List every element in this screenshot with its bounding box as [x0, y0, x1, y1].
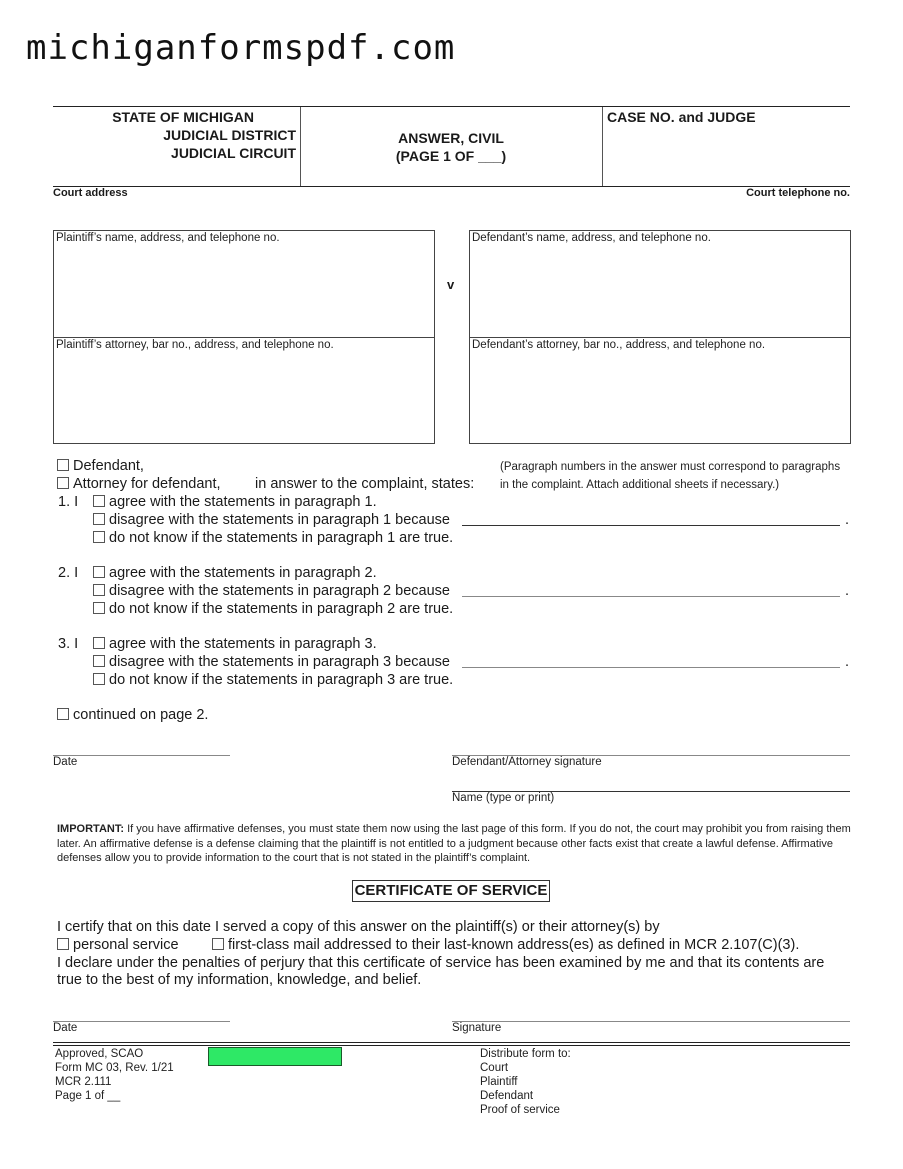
paragraph-2-period: .: [845, 583, 850, 599]
paragraph-1-unknown: [93, 530, 453, 546]
defendant-checkbox[interactable]: [57, 459, 69, 471]
paragraph-3-unknown-checkbox[interactable]: [93, 673, 105, 685]
mail-service-label: first-class mail addressed to their last-known address(es) as defined in MCR 2.107(C)(3).: [228, 937, 800, 953]
paragraph-3-agree: [93, 636, 377, 652]
paragraph-note-line-2: in the complaint. Attach additional sheets if necessary.): [500, 479, 780, 491]
court-address-label: Court address: [53, 187, 128, 199]
continued-option: [57, 707, 208, 723]
page-number-text: Page 1 of __: [55, 1090, 121, 1102]
certificate-date-label: Date: [53, 1022, 78, 1034]
form-page-title: (PAGE 1 OF ___): [395, 148, 507, 164]
paragraph-3-unknown: [93, 672, 453, 688]
certificate-line-3: I declare under the penalties of perjury that this certificate of service has been examined by me and that its contents are: [57, 955, 825, 971]
important-notice: [57, 822, 852, 866]
paragraph-1-number: 1. I: [58, 494, 79, 510]
paragraph-1-agree-label: agree with the statements in paragraph 1.: [109, 494, 377, 510]
paragraph-1-agree: [93, 494, 377, 510]
header-top-rule: [53, 106, 850, 107]
paragraph-2-agree: [93, 565, 377, 581]
footer-form-info: [55, 1047, 174, 1103]
important-label: IMPORTANT:: [57, 823, 125, 835]
paragraph-2-unknown-label: do not know if the statements in paragraph 2 are true.: [109, 601, 454, 617]
name-label: Name (type or print): [452, 792, 555, 804]
header-divider-2: [602, 107, 603, 186]
paragraph-2-reason-line[interactable]: [462, 596, 840, 597]
plaintiff-attorney-box[interactable]: [53, 337, 435, 444]
footer-rule-2: [53, 1045, 850, 1046]
approved-text: Approved, SCAO: [55, 1048, 144, 1060]
personal-service-label: personal service: [73, 937, 179, 953]
paragraph-2-disagree-checkbox[interactable]: [93, 584, 105, 596]
paragraph-1-disagree-label: disagree with the statements in paragraph 1 because: [109, 512, 450, 528]
distribute-label: Distribute form to:: [480, 1048, 571, 1060]
paragraph-2-agree-checkbox[interactable]: [93, 566, 105, 578]
paragraph-2-number: 2. I: [58, 565, 79, 581]
header-bottom-rule: [53, 186, 850, 187]
paragraph-3-reason-line[interactable]: [462, 667, 840, 668]
watermark-text: michiganformspdf.com: [26, 28, 456, 68]
attorney-option-label: Attorney for defendant,: [73, 476, 221, 492]
paragraph-1-period: .: [845, 512, 850, 528]
paragraph-2-agree-label: agree with the statements in paragraph 2.: [109, 565, 377, 581]
paragraph-2-disagree: [93, 583, 450, 599]
header-divider-1: [300, 107, 301, 186]
court-phone-label: Court telephone no.: [746, 187, 850, 199]
defendant-option: [57, 458, 144, 474]
paragraph-3-disagree-label: disagree with the statements in paragraph 3 because: [109, 654, 450, 670]
personal-service-option: [57, 937, 179, 953]
date-line[interactable]: [53, 755, 230, 756]
defendant-attorney-label: Defendant’s attorney, bar no., address, and telephone no.: [472, 339, 766, 351]
paragraph-1-unknown-checkbox[interactable]: [93, 531, 105, 543]
continued-label: continued on page 2.: [73, 707, 209, 723]
distribute-proof: Proof of service: [480, 1104, 560, 1116]
paragraph-2-disagree-label: disagree with the statements in paragraph 2 because: [109, 583, 450, 599]
paragraph-1-disagree-checkbox[interactable]: [93, 513, 105, 525]
paragraph-3-agree-checkbox[interactable]: [93, 637, 105, 649]
certificate-signature-label: Signature: [452, 1022, 502, 1034]
signature-label: Defendant/Attorney signature: [452, 756, 602, 768]
form-number-text: Form MC 03, Rev. 1/21: [55, 1062, 174, 1074]
district-label: JUDICIAL DISTRICT: [163, 127, 296, 143]
attorney-checkbox[interactable]: [57, 477, 69, 489]
highlight-box: [208, 1047, 342, 1066]
distribute-defendant: Defendant: [480, 1090, 534, 1102]
paragraph-2-unknown-checkbox[interactable]: [93, 602, 105, 614]
paragraph-note-line-1: (Paragraph numbers in the answer must correspond to paragraphs: [500, 461, 841, 473]
plaintiff-box[interactable]: [53, 230, 435, 338]
certificate-title: CERTIFICATE OF SERVICE: [352, 880, 550, 902]
mail-service-option: [212, 937, 799, 953]
circuit-label: JUDICIAL CIRCUIT: [171, 145, 296, 161]
state-label: STATE OF MICHIGAN: [112, 109, 254, 125]
paragraph-1-agree-checkbox[interactable]: [93, 495, 105, 507]
certificate-line-1: I certify that on this date I served a copy of this answer on the plaintiff(s) or their attorney(s) by: [57, 919, 660, 935]
continued-checkbox[interactable]: [57, 708, 69, 720]
defendant-box[interactable]: [469, 230, 851, 338]
personal-service-checkbox[interactable]: [57, 938, 69, 950]
defendant-attorney-box[interactable]: [469, 337, 851, 444]
footer-rule-1: [53, 1042, 850, 1043]
versus-label: v: [447, 277, 455, 292]
plaintiff-label: Plaintiff’s name, address, and telephone no.: [56, 232, 280, 244]
paragraph-3-period: .: [845, 654, 850, 670]
paragraph-2-unknown: [93, 601, 453, 617]
important-text: If you have affirmative defenses, you must state them now using the last page of this form. If you do not, the court may prohibit you from raising them later. An affirmative defense is a defense claiming that the plaintiff is not entitled to a judgment because other facts exist that create a lawful defense. Affirmative defenses allow you to provide information to the court that is not stated in the plaintiff’s complaint.: [57, 823, 851, 864]
distribute-court: Court: [480, 1062, 509, 1074]
paragraph-1-unknown-label: do not know if the statements in paragraph 1 are true.: [109, 530, 454, 546]
certificate-line-4: true to the best of my information, knowledge, and belief.: [57, 972, 422, 988]
paragraph-1-disagree: [93, 512, 450, 528]
form-title: ANSWER, CIVIL: [398, 130, 504, 146]
defendant-option-label: Defendant,: [73, 458, 144, 474]
date-label: Date: [53, 756, 78, 768]
answer-states-text: in answer to the complaint, states:: [255, 476, 475, 492]
paragraph-3-disagree-checkbox[interactable]: [93, 655, 105, 667]
attorney-option: [57, 476, 221, 492]
certificate-signature-line[interactable]: [452, 1021, 850, 1022]
case-number-label: CASE NO. and JUDGE: [607, 109, 756, 125]
paragraph-1-reason-line[interactable]: [462, 525, 840, 526]
plaintiff-attorney-label: Plaintiff’s attorney, bar no., address, and telephone no.: [56, 339, 334, 351]
paragraph-3-number: 3. I: [58, 636, 79, 652]
distribute-plaintiff: Plaintiff: [480, 1076, 518, 1088]
defendant-label: Defendant’s name, address, and telephone no.: [472, 232, 711, 244]
paragraph-3-disagree: [93, 654, 450, 670]
paragraph-3-unknown-label: do not know if the statements in paragraph 3 are true.: [109, 672, 454, 688]
distribution-list: [480, 1047, 571, 1117]
mcr-text: MCR 2.111: [55, 1076, 112, 1088]
paragraph-3-agree-label: agree with the statements in paragraph 3.: [109, 636, 377, 652]
mail-service-checkbox[interactable]: [212, 938, 224, 950]
certificate-date-line[interactable]: [53, 1021, 230, 1022]
